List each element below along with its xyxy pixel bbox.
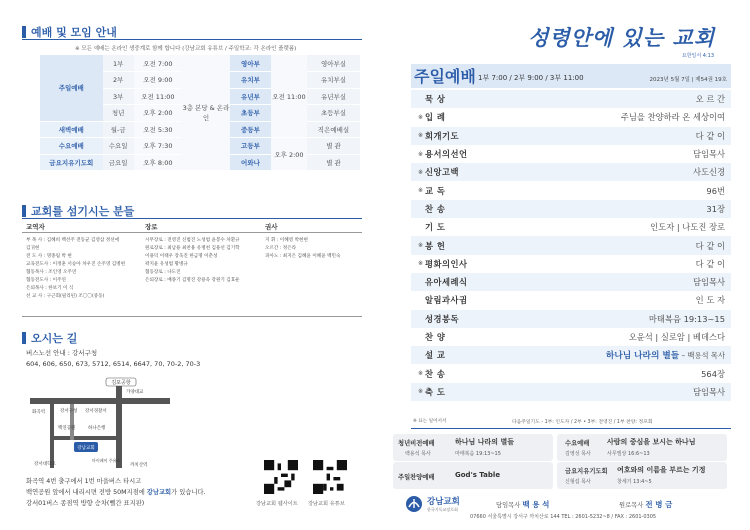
server-line: 선 교 사 : 구근회(필리핀) 조〇〇(중동) [26, 294, 105, 299]
server-line: 전 도 사 : 명종림 박 현 [26, 254, 72, 259]
box-scripture: 사무엘상 16:6~13 [607, 451, 650, 457]
worship-time: 오후 7:30 [134, 138, 182, 155]
standing-mark: ※ [417, 260, 423, 268]
order-of-worship [411, 90, 731, 401]
bus-route-numbers: 604, 606, 650, 673, 5712, 6514, 6647, 70, 70-2, 70-3 [26, 360, 201, 368]
box-title: 금요지유기도회 [565, 468, 608, 475]
map-label-bank: 하나은행 [88, 426, 106, 431]
worship-type-dawn: 새벽예배 [40, 121, 103, 138]
server-line: 교육전도사 : 이정훈 서승아 차우진 손주영 김병현 [26, 262, 126, 267]
church-logo [405, 495, 460, 513]
directions-line-2 [26, 487, 206, 498]
map-label-church: 강남교회 [77, 446, 95, 451]
map-road-left [50, 398, 54, 468]
order-item-detail: 오윤석 | 실로암 | 베데스다 [628, 332, 725, 342]
website-qr-label: 강남교회 웹사이트 [256, 501, 298, 507]
worship-part: 3부 [103, 88, 134, 105]
map-label-bridge: 가양대교 [126, 390, 144, 395]
directions-church-name: 강남교회 [146, 489, 172, 496]
worship-section-header [22, 24, 117, 40]
senior-pastor [496, 499, 549, 510]
dept-place: 별 관 [307, 138, 360, 155]
directions-line-2-post: 가 있습니다. [171, 489, 206, 496]
section-marker [22, 205, 26, 217]
dept-place: 초등부실 [307, 105, 360, 122]
directions-map [30, 376, 170, 468]
standing-note: ※ 표는 일어서서 [413, 419, 447, 424]
next-week-note: 다음주일기도 - 1부: 인도자 / 2부 • 3부: 전영진 / 1부 찬양: 정포회 [512, 420, 653, 425]
emeritus-pastor-label: 원로목사 [619, 502, 644, 509]
order-item-detail [513, 349, 731, 361]
worship-time: 오후 2:00 [134, 105, 182, 122]
standing-mark: ※ [417, 113, 423, 121]
dept-name: 고등부 [230, 138, 271, 155]
order-row [411, 273, 731, 291]
server-line: 은퇴장로 : 배종기 김명진 강용욱 강원기 김효운 [145, 278, 240, 283]
servers-header-third: 권사 [265, 223, 278, 231]
section-divider [22, 39, 362, 40]
standing-mark: ※ [417, 388, 423, 396]
order-row [411, 236, 731, 254]
servers-header-elders: 장로 [145, 223, 158, 231]
order-item-name: 교 독 [425, 185, 446, 196]
emeritus-pastor-name: 전 병 금 [645, 500, 673, 509]
order-item-detail: 오 르 간 [695, 94, 725, 105]
order-item-name: 찬 송 [425, 203, 446, 214]
map-label-park: 백연공원 [58, 426, 76, 431]
box-sermon: 사람의 중심을 보시는 하나님 [607, 438, 696, 446]
dept-name: 유치부 [230, 72, 271, 89]
servers-section-title: 교회를 섬기시는 분들 [31, 205, 135, 218]
order-row [411, 90, 731, 108]
order-item-detail: 주님을 찬양하라 온 세상이여 [620, 112, 725, 123]
worship-part: 1부 [103, 55, 134, 72]
directions-line-2-pre: 백연공원 앞에서 내리시면 전방 50M지점에 [26, 489, 147, 496]
server-line: 지 휘 : 이혜영 박현현 [265, 238, 308, 243]
dept-name: 초등부 [230, 105, 271, 122]
section-marker [22, 26, 26, 38]
map-label-police: 강서경찰서 [85, 409, 107, 414]
standing-mark: ※ [417, 370, 423, 378]
youth-worship-box [393, 434, 553, 461]
map-road-cross [50, 436, 120, 440]
order-item-name: 유아세례식 [425, 277, 468, 288]
order-item-detail: 인 도 자 [695, 295, 725, 306]
order-item-name: 회개기도 [425, 130, 460, 141]
worship-part: 청년 [103, 105, 134, 122]
server-line: 시무장로 : 전영진 신범진 노성범 윤봉수 차환규 [145, 238, 240, 243]
map-label-gas: 마이페이 주유소 [92, 458, 121, 463]
church-logo-icon [405, 495, 423, 513]
youtube-qr-label: 강남교회 유튜브 [308, 501, 345, 507]
dept-place: 유치부실 [307, 72, 360, 89]
bulletin-calligraphy-title: 성령안에 있는 교회 [528, 25, 715, 50]
worship-time: 오전 7:00 [134, 55, 182, 72]
dept-name: 영아부 [230, 55, 271, 72]
youtube-qr-code[interactable] [313, 460, 347, 494]
standing-mark: ※ [417, 168, 423, 176]
map-label-gangseo-office: 강서구청 [60, 409, 78, 414]
order-item-name: 설 교 [425, 350, 446, 361]
sunday-school-place: 3층 본당 & 온라인 [182, 55, 230, 171]
order-item-detail: 다 같 이 [695, 258, 725, 269]
logo-denomination: 한국기독교장로회 [427, 507, 458, 512]
directions-section-header [22, 330, 77, 346]
worship-type-wednesday: 수요예배 [40, 138, 103, 155]
order-item-name: 기 도 [425, 222, 446, 233]
servers-col-pastors [26, 237, 125, 301]
wednesday-worship-box [557, 434, 727, 461]
church-address: 07660 서울특별시 강서구 까치산로 144 TEL : 2601-5232~8 / FAX : 2601-0305 [470, 514, 657, 520]
map-label-kkachisan: 까치산역 [130, 463, 148, 468]
senior-pastor-label: 담임목사 [496, 502, 521, 509]
order-item-name: 축 도 [425, 386, 446, 397]
directions-text [26, 476, 206, 509]
standing-mark: ※ [417, 150, 423, 158]
order-row [411, 127, 731, 145]
worship-note: ※ 모든 예배는 온라인 생중계로 함께 합니다 (강남교회 유튜브 / 주일학교: 각 온라인 플랫폼) [75, 46, 297, 52]
order-item-detail: 담임목사 [692, 277, 725, 288]
directions-line-1: 화곡역 4번 출구에서 1번 마을버스 타시고 [26, 478, 142, 485]
order-row [411, 108, 731, 126]
senior-pastor-name: 백 용 석 [522, 500, 550, 509]
dept-name: 어와나 [230, 154, 271, 171]
friday-prayer-box [557, 462, 727, 489]
server-line: 원로장로 : 최남용 최찬용 유병천 김용선 김기학 [145, 246, 240, 251]
worship-part: 2부 [103, 72, 134, 89]
order-item-detail: 사도신경 [692, 167, 725, 178]
order-item-detail: 다 같 이 [695, 240, 725, 251]
website-qr-code[interactable] [264, 460, 298, 494]
order-item-name: 평화의인사 [425, 258, 468, 269]
section-divider [22, 218, 362, 219]
order-row [411, 383, 731, 401]
dept-place: 별 관 [307, 154, 360, 171]
box-sermon: 여호와의 이름을 부르는 기정 [617, 466, 706, 474]
title-verse-ref: 요한일서 4:13 [681, 53, 714, 59]
order-item-name: 묵 상 [425, 94, 446, 105]
map-road-vertical [116, 384, 122, 468]
server-line: 협동장로 : 나도진 [145, 270, 181, 275]
standing-mark: ※ [417, 132, 423, 140]
logo-name: 강남교회 [427, 497, 460, 507]
box-title: 주일찬양예배 [398, 474, 435, 481]
bus-route-label: 버스노선 안내 : 강서구청 [26, 349, 98, 357]
server-line: 피아노 : 최지은 김혜윤 이혜윤 백민숙 [265, 254, 341, 259]
box-preacher: 김영성 목사 [565, 451, 591, 457]
server-line: 오르간 : 정은라 [265, 246, 297, 251]
box-scripture: 마태복음 19:13~15 [455, 451, 501, 457]
map-label-hwagok: 화곡역 [32, 410, 46, 415]
server-line: 협동전도사 : 이주연 [26, 278, 66, 283]
order-row [411, 291, 731, 309]
order-item-detail: 인도자 | 나도진 장로 [650, 222, 725, 233]
server-line: 이용덕 이태우 장욱진 한금명 이춘성 [145, 254, 218, 259]
order-item-name: 용서의선언 [425, 149, 468, 160]
order-item-name: 신앙고백 [425, 167, 460, 178]
sermon-title: 하나님 나라의 별들 [605, 351, 680, 362]
order-row [411, 145, 731, 163]
order-row [411, 364, 731, 382]
dept-name: 유년부 [230, 88, 271, 105]
directions-section-title: 오시는 길 [31, 332, 78, 345]
order-item-name: 봉 헌 [425, 240, 446, 251]
sermon-preacher: – 백용석 목사 [679, 351, 725, 361]
worship-type-friday: 금요지유기도회 [40, 154, 103, 171]
order-item-detail: 31장 [706, 203, 725, 214]
server-line: 은퇴목사 : 한보기 이 식 [26, 286, 74, 291]
order-row [411, 328, 731, 346]
map-label-airport: 김포공항 [111, 380, 131, 386]
bulletin-date-issue: 2023년 5월 7일 | 제54권 19호 [649, 77, 727, 83]
worship-time: 오전 9:00 [134, 72, 182, 89]
worship-time: 오전 11:00 [134, 88, 182, 105]
worship-time: 오후 8:00 [134, 154, 182, 171]
box-preacher: 신형섭 목사 [565, 479, 591, 485]
order-row [411, 181, 731, 199]
servers-header-pastors: 교역자 [26, 223, 45, 231]
order-row [411, 163, 731, 181]
sunday-worship-times: 1부 7:00 / 2부 9:00 / 3부 11:00 [478, 74, 584, 82]
box-title: 청년비전예배 [398, 440, 435, 447]
standing-mark: ※ [417, 187, 423, 195]
order-item-detail: 96번 [706, 185, 725, 196]
box-preacher: 백용석 목사 [405, 451, 431, 457]
server-line: 부 목 사 : 김혜희 백선주 전동균 김영삼 정선애 [26, 238, 120, 243]
servers-section-header [22, 203, 134, 219]
dept-place: 유년부실 [307, 88, 360, 105]
sunday-praise-box [393, 462, 553, 489]
dept-time-2: 오후 2:00 [271, 138, 307, 171]
server-line: 곽지윤 유성범 황병규 [145, 262, 188, 267]
emeritus-pastor [619, 499, 672, 510]
order-row [411, 346, 731, 364]
order-row [411, 310, 731, 328]
servers-col-third [265, 237, 340, 261]
map-label-university: 강서대학교 [34, 462, 56, 467]
box-title: 수요예배 [565, 440, 590, 447]
order-item-detail: 564장 [701, 368, 725, 379]
dept-time: 오전 11:00 [271, 55, 307, 138]
order-item-detail: 담임목사 [692, 149, 725, 160]
order-item-detail: 다 같 이 [695, 130, 725, 141]
worship-section-title: 예배 및 모임 안내 [31, 26, 117, 39]
box-sermon: God's Table [455, 471, 501, 479]
logo-text [427, 495, 460, 513]
section-marker [22, 332, 26, 344]
order-item-name: 입 례 [425, 112, 446, 123]
order-row [411, 218, 731, 236]
order-item-detail: 마태복음 19:13~15 [648, 313, 725, 324]
dept-place: 영아부실 [307, 55, 360, 72]
order-item-name: 알림과사귐 [425, 295, 468, 306]
server-line: 협동목사 : 조인영 오주연 [26, 270, 77, 275]
worship-part: 금요일 [103, 154, 134, 171]
standing-mark: ※ [417, 242, 423, 250]
worship-part: 월-금 [103, 121, 134, 138]
directions-line-3: 강서01버스 종점역 방향 승차(뺄간 표지판) [26, 500, 145, 507]
box-sermon: 하나님 나라의 별들 [455, 438, 514, 446]
order-item-name: 찬 양 [425, 332, 446, 342]
box-scripture: 창세기 13:4~5 [617, 479, 652, 485]
order-row [411, 200, 731, 218]
worship-time: 오전 5:30 [134, 121, 182, 138]
sunday-worship-title: 주일예배 [414, 67, 476, 86]
dept-place: 직은예배실 [307, 121, 360, 138]
order-item-name: 찬 송 [425, 368, 446, 379]
servers-end-line [22, 316, 362, 317]
order-divider [411, 428, 731, 429]
servers-header-line [22, 232, 362, 233]
dept-name: 중등부 [230, 121, 271, 138]
order-item-detail: 담임목사 [692, 386, 725, 397]
order-row [411, 255, 731, 273]
worship-type-sunday: 주일예배 [40, 55, 103, 121]
server-line: 김귀현 [26, 246, 40, 251]
servers-col-elders [145, 237, 240, 285]
worship-table [40, 55, 360, 171]
order-item-name: 성경봉독 [425, 313, 460, 324]
worship-part: 수요일 [103, 138, 134, 155]
